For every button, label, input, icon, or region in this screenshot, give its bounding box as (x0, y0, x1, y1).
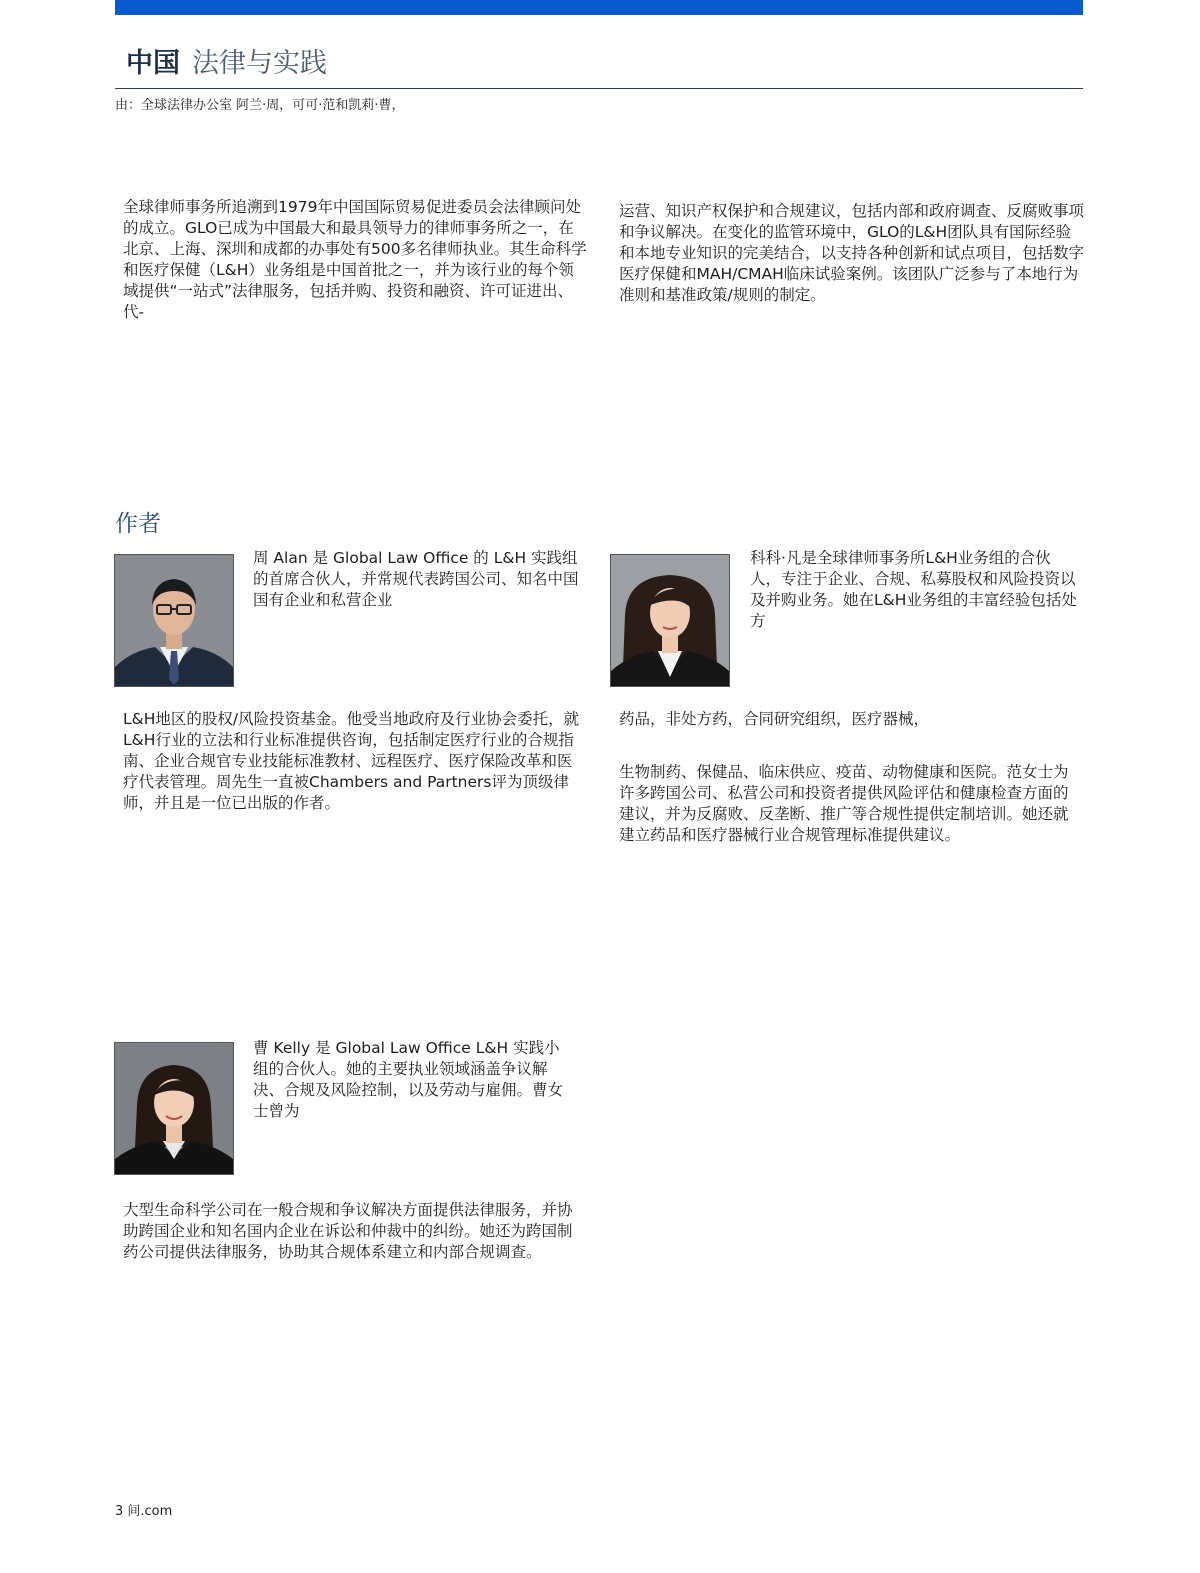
coco-body-line1: 药品，非处方药，合同研究组织，医疗器械， (619, 710, 930, 728)
kelly-body: 大型生命科学公司在一般合规和争议解决方面提供法律服务，并协助跨国企业和知名国内企业在诉讼和仲裁中的纠纷。她还为跨国制药公司提供法律服务，协助其合规体系建立和内部合规调查。 (123, 1201, 573, 1261)
authors-heading: 作者 (115, 511, 161, 537)
portrait-woman-icon (115, 1043, 233, 1174)
title-divider (115, 88, 1083, 89)
page-footer: 3 间.com (115, 1504, 173, 1519)
portrait-woman-icon (611, 555, 729, 686)
kelly-intro: 曹 Kelly 是 Global Law Office L&H 实践小组的合伙人。她的主要执业领域涵盖争议解决、合规及风险控制，以及劳动与雇佣。曹女士曾为 (253, 1039, 564, 1120)
page-title (126, 46, 327, 82)
top-accent-bar (115, 0, 1083, 15)
coco-body: 生物制药、保健品、临床供应、疫苗、动物健康和医院。范女士为许多跨国公司、私营公司和投资者提供风险评估和健康检查方面的建议，并为反腐败、反垄断、推广等合规性提供定制培训。她还就建立药品和医疗器械行业合规管理标准提供建议。 (619, 763, 1069, 844)
portrait-man-icon (115, 555, 233, 686)
byline: 由：全球法律办公室 阿兰·周，可可·范和凯莉·曹， (115, 98, 405, 113)
alan-body: L&H地区的股权/风险投资基金。他受当地政府及行业协会委托，就L&H行业的立法和行业标准提供咨询，包括制定医疗行业的合规指南、企业合规官专业技能标准教材、远程医疗、医疗保险改革和医疗代表管理。周先生一直被Chambers and Partners评为顶级律师，并且是一位已出版的作者。 (123, 710, 580, 812)
coco-intro: 科科·凡是全球律师事务所L&H业务组的合伙人，专注于企业、合规、私募股权和风险投资以及并购业务。她在L&H业务组的丰富经验包括处方 (750, 549, 1077, 630)
title-subtitle: 法律与实践 (192, 48, 327, 79)
author-photo-alan (114, 554, 234, 687)
title-country: 中国 (126, 48, 180, 79)
intro-left-column: 全球律师事务所追溯到1979年中国国际贸易促进委员会法律顾问处的成立。GLO已成为中国最大和最具领导力的律师事务所之一，在北京、上海、深圳和成都的办事处有500多名律师执业。其生命科学和医疗保健（L&H）业务组是中国首批之一，并为该行业的每个领域提供“一站式”法律服务，包括并购、投资和融资、许可证进出、代- (123, 198, 587, 321)
author-photo-coco (610, 554, 730, 687)
author-photo-kelly (114, 1042, 234, 1175)
intro-right-column: 运营、知识产权保护和合规建议，包括内部和政府调查、反腐败事项和争议解决。在变化的监管环境中，GLO的L&H团队具有国际经验和本地专业知识的完美结合，以支持各种创新和试点项目，包括数字医疗保健和MAH/CMAH临床试验案例。该团队广泛参与了本地行为准则和基准政策/规则的制定。 (619, 202, 1085, 304)
alan-intro: 周 Alan 是 Global Law Office 的 L&H 实践组的首席合伙人，并常规代表跨国公司、知名中国国有企业和私营企业 (253, 549, 579, 609)
